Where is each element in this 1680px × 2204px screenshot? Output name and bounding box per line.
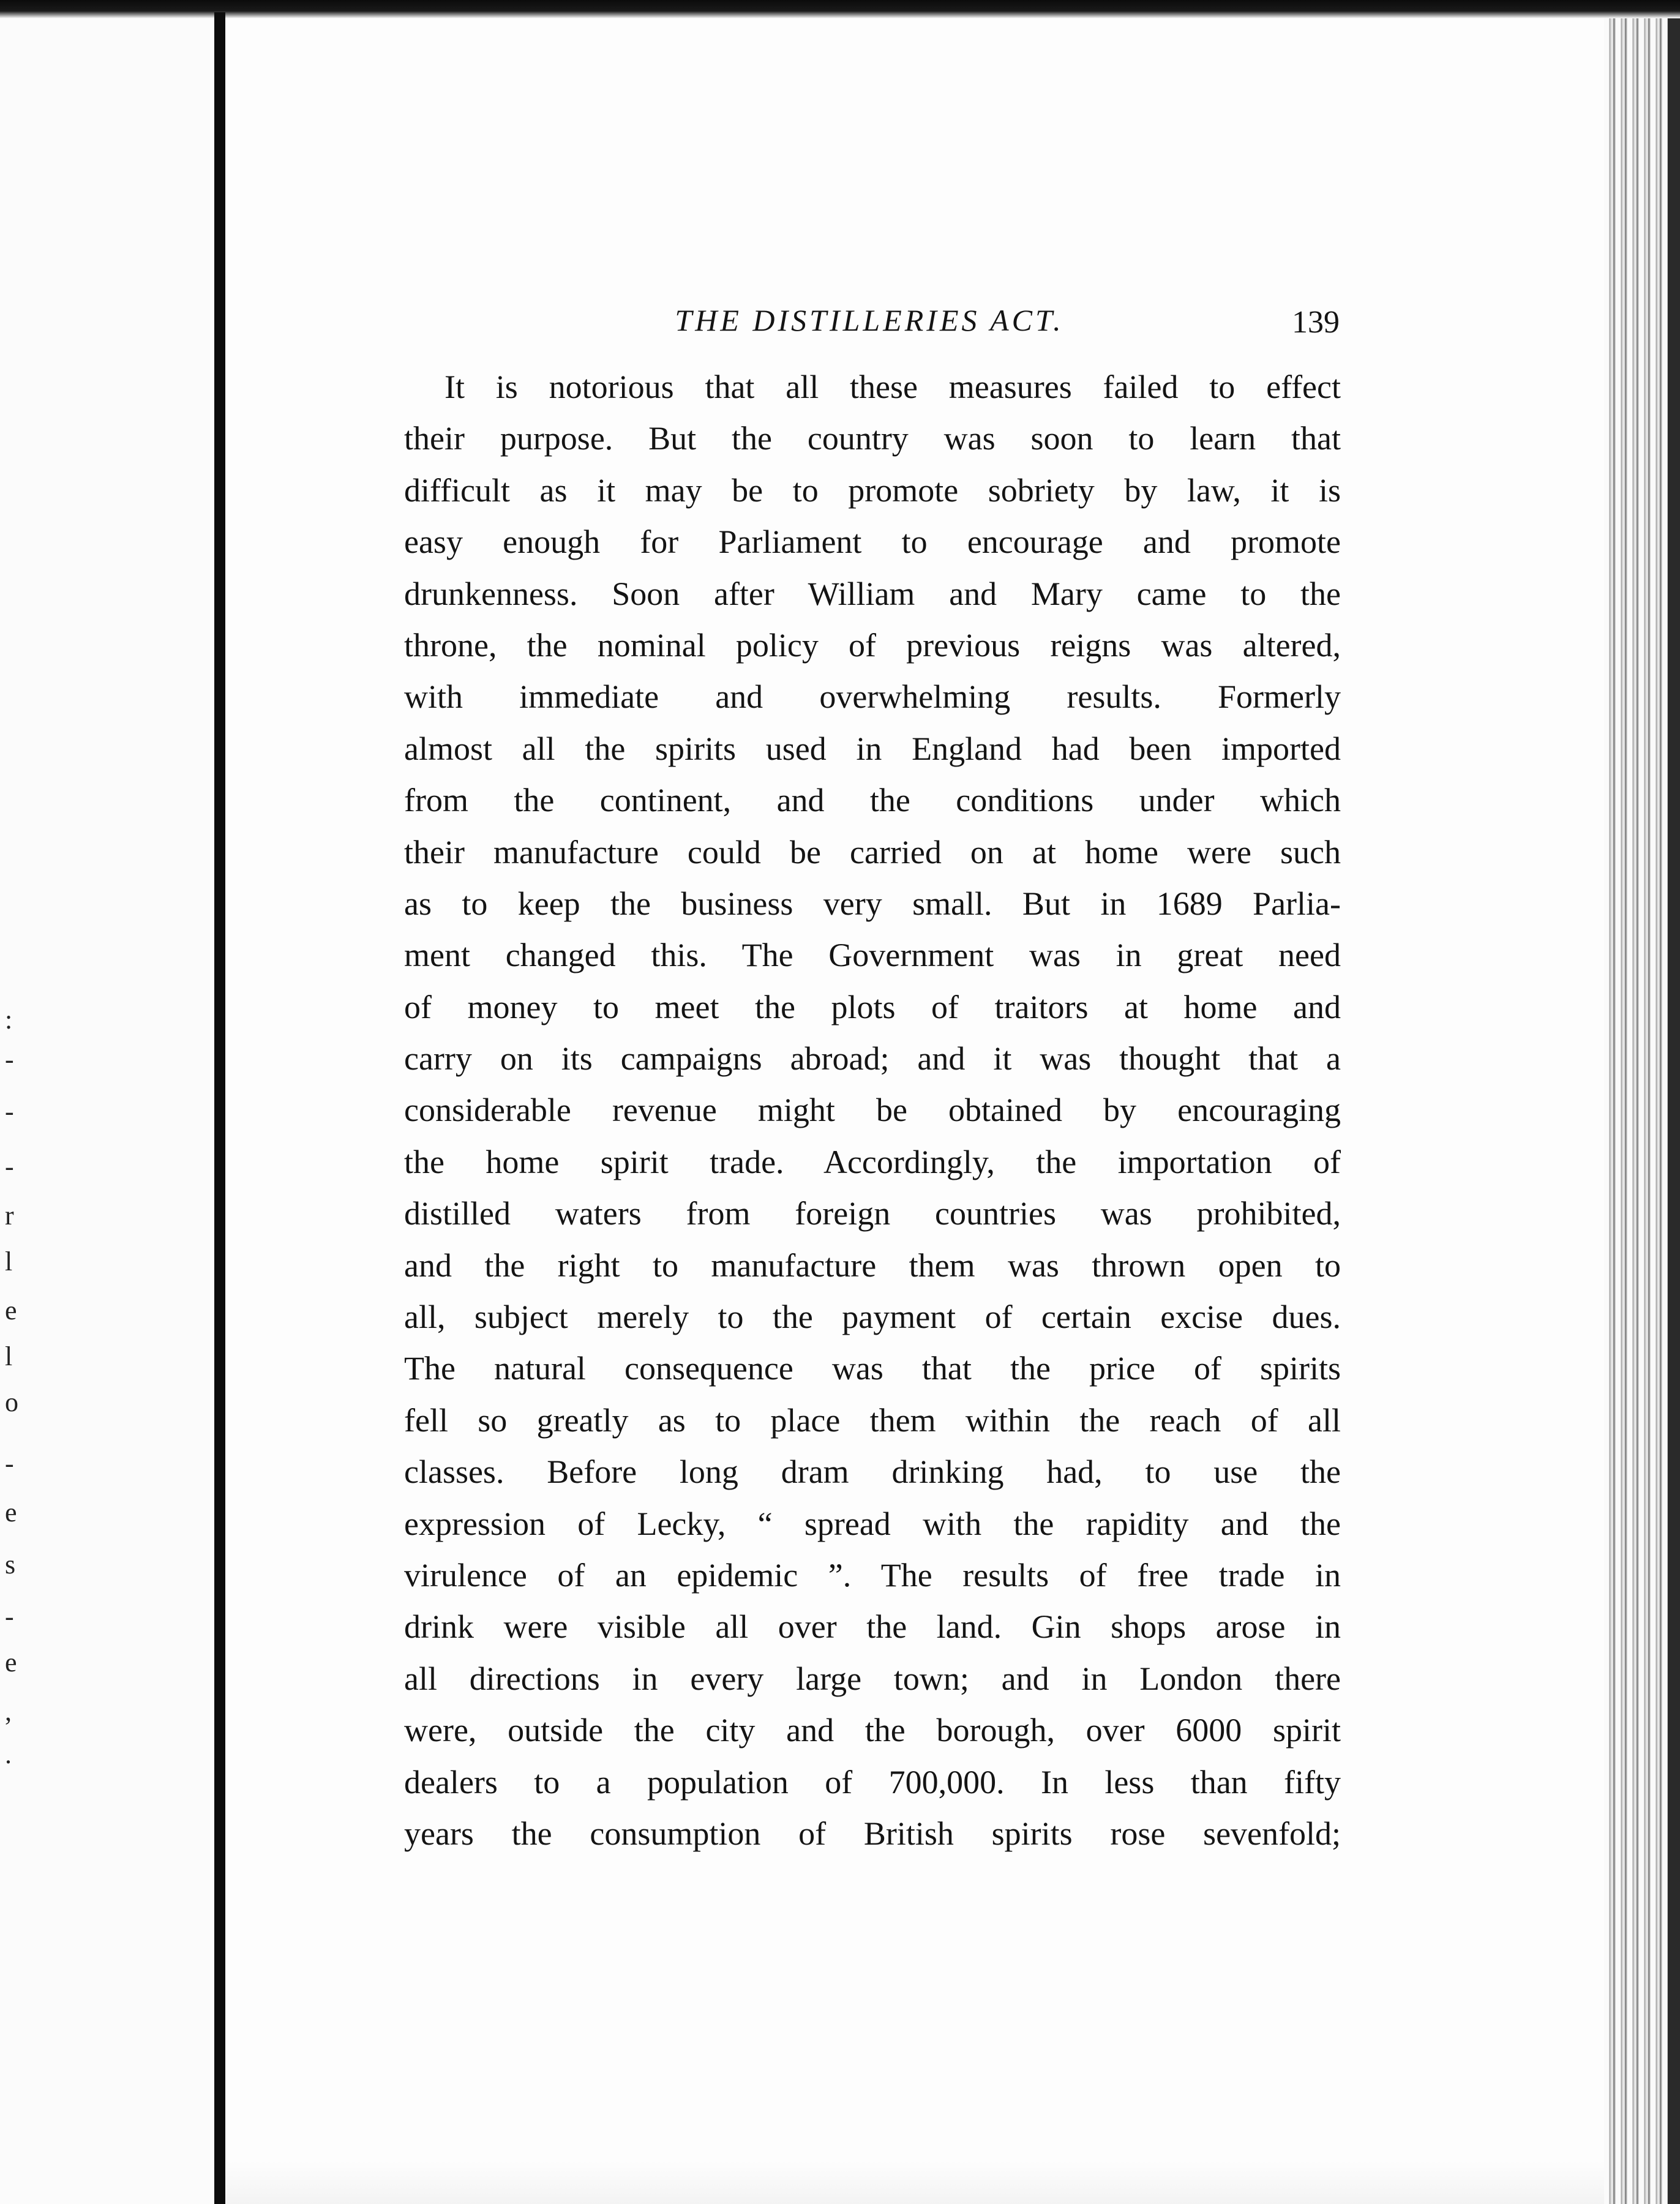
- top-page-edge: [0, 0, 1680, 18]
- book-gutter: [214, 12, 225, 2204]
- text-line: their manufacture could be carried on at home were such: [404, 833, 1341, 871]
- text-line: their purpose. But the country was soon to learn that: [404, 420, 1341, 457]
- text-line: throne, the nominal policy of previous reigns was altered,: [404, 626, 1341, 664]
- text-line: of money to meet the plots of traitors at home and: [404, 988, 1341, 1025]
- text-line: with immediate and overwhelming results. Formerly: [404, 678, 1341, 716]
- text-line: almost all the spirits used in England had been imported: [404, 730, 1341, 767]
- text-line: the home spirit trade. Accordingly, the importation of: [404, 1143, 1341, 1180]
- facing-mark: .: [5, 1739, 12, 1769]
- text-line: drink were visible all over the land. Gin shops arose in: [404, 1608, 1341, 1646]
- text-line: and the right to manufacture them was thrown open to: [404, 1246, 1341, 1284]
- text-line: fell so greatly as to place them within the reach of all: [404, 1401, 1341, 1439]
- text-line: all directions in every large town; and in London there: [404, 1660, 1341, 1697]
- text-line: from the continent, and the conditions under which: [404, 782, 1341, 819]
- facing-mark: e: [5, 1295, 17, 1325]
- text-line: virulence of an epidemic ”. The results of free trade in: [404, 1556, 1341, 1594]
- text-line: distilled waters from foreign countries was prohibited,: [404, 1195, 1341, 1232]
- facing-mark: o: [5, 1387, 18, 1417]
- facing-mark: -: [5, 1152, 14, 1182]
- facing-mark: l: [5, 1341, 13, 1371]
- facing-mark: -: [5, 1449, 14, 1479]
- facing-mark: -: [5, 1602, 14, 1632]
- text-line: It is notorious that all these measures failed to effect: [444, 369, 1341, 405]
- text-line: all, subject merely to the payment of certain excise dues.: [404, 1299, 1341, 1336]
- text-line: as to keep the business very small. But in 1689 Parlia-: [404, 885, 1341, 922]
- page-number: 139: [1292, 305, 1340, 340]
- text-line: considerable revenue might be obtained by encouraging: [404, 1092, 1341, 1129]
- text-line: were, outside the city and the borough, over 6000 spirit: [404, 1712, 1341, 1749]
- text-line: years the consumption of British spirits rose sevenfold;: [404, 1815, 1341, 1852]
- text-line: classes. Before long dram drinking had, to use the: [404, 1453, 1341, 1491]
- facing-mark: ,: [5, 1696, 12, 1726]
- text-line: dealers to a population of 700,000. In less than fifty: [404, 1763, 1341, 1801]
- facing-mark: -: [5, 1096, 14, 1126]
- facing-mark: l: [5, 1246, 13, 1276]
- page-stack-edge: [1604, 18, 1680, 2204]
- facing-mark: -: [5, 1044, 14, 1074]
- text-line: expression of Lecky, “ spread with the rapidity and the: [404, 1505, 1341, 1542]
- facing-mark: e: [5, 1497, 17, 1527]
- text-line: ment changed this. The Government was in great need: [404, 937, 1341, 974]
- text-line: difficult as it may be to promote sobriety by law, it is: [404, 471, 1341, 509]
- body-text: [404, 361, 1341, 1859]
- text-line: drunkenness. Soon after William and Mary came to the: [404, 575, 1341, 612]
- text-line: easy enough for Parliament to encourage and promote: [404, 523, 1341, 561]
- facing-mark: e: [5, 1647, 17, 1677]
- text-line: The natural consequence was that the price of spirits: [404, 1350, 1341, 1387]
- facing-page-edge: [0, 18, 214, 2204]
- running-head: THE DISTILLERIES ACT.: [675, 303, 1064, 337]
- bottom-page-edge: [225, 2161, 1604, 2204]
- facing-mark: r: [5, 1201, 14, 1231]
- text-line: carry on its campaigns abroad; and it was thought that a: [404, 1040, 1341, 1078]
- facing-mark: :: [5, 1005, 13, 1035]
- facing-mark: s: [5, 1550, 16, 1580]
